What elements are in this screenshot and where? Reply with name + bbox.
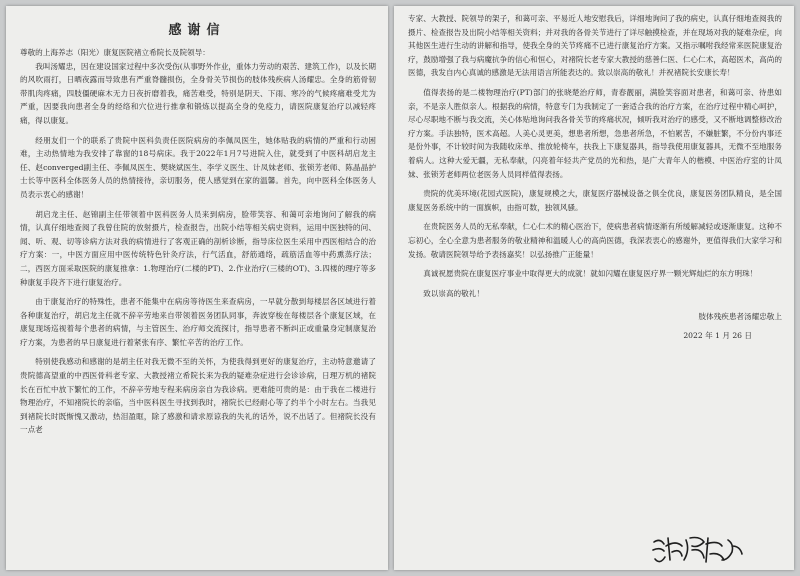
paragraph: 贵院的优美环境(花园式医院)，康复规模之大，康复医疗器械设备之俱全优良，康复医务团队精良，是全国康复医务系统中的一面旗帜，由指可数，独领风骚。	[408, 189, 782, 212]
paragraph: 专家、大教授、院领导的架子，和蔼可亲、平易近人地安慰我后，详细地询问了我的病史，认真仔细地查阅我的摄片、检查报告及出院小结等相关资料；并对我的各骨关节进行了详尽触摸检查，并在现场对我的疑难杂症，向其他医生进行生动的讲解和指导，使我全身的关节疼痛不已进行康复治疗方案。又指示嘱咐我经常来医院康复治疗，鼓励增强了我与病魔抗争的信心和恒心，对褚院长老专家大教授的慈善仁医、仁心仁术，高超医术，高尚的医德，我发自内心真诚的感激是无法用语言所能表达的。致以崇高的敬礼！并祝褚院长安康长寿！	[408, 14, 782, 78]
paragraph: 经朋友们一个的联系了贵院中医科负责任医院病房的李佩凤医生，她体贴我的病情的严重和行动困难，主动热情地为我安排了靠窗的18号病床。我于2022年1月7号进院入住，就受到了中医科胡启龙主任、赵converged副主任、李佩凤医生、樊晓斌医生、李学义医生、计凤妹老师、张锁芳老师、陈晶晶护士长等中医科全体医务人员的热情接待，亲切服务，使人感觉到在家的温馨。首先，向中医科全体医务人员表示衷心的感谢！	[20, 135, 376, 199]
paragraph: 特别使我感动和感谢的是胡主任对我无微不至的关怀，为使我得到更好的康复治疗，主动特意邀请了贵院德高望重的中西医骨科老专家、大教授褚立希院长来为我的疑难杂症进行会诊诊病，日理万机的褚院长在百忙中放下繁忙的工作，不辞辛劳地专程来病房亲自为我诊病。更难能可贵的是：由于我在二楼进行物理治疗，不知褚院长的亲临，当中医科医生寻找到我时，褚院长已经耐心等了约半个小时左右。当我见到褚院长时既惭愧又激动，热泪盈眶，除了感激和请求原谅我的失礼的话外，说不出话了。但褚院长没有一点老	[20, 357, 376, 435]
paragraph: 我叫汤耀忠，因在建设国家过程中多次受伤(从事野外作业，重体力劳动的艰苦、建筑工作)，以及长期的风吹雨打，日晒夜露而导致患有严重脊髓损伤，全身骨关节损伤的肢体残疾病人汤耀忠。全身的筋骨韧带肌肉疼痛，四肢僵硬麻木无力日夜折磨着我，痛苦难受，特别是阴天、下雨、寒冷的气候疼痛难受尤为严重，因要我向患者全身的经络和穴位进行推拿和锻炼以提高全身的免疫力，请医院康复治疗以减轻疼痛，得以康复。	[20, 61, 376, 125]
paragraph: 在贵院医务人员的无私奉献，仁心仁术的精心医治下，使病患者病情逐渐有所缓解减轻或逐渐康复。这种不忘初心，全心全意为患者服务的敬业精神和温暖人心的高尚医德，我深表衷心的感谢外，更值得我们大家学习和发扬。敬请医院领导给予表扬嘉奖！以弘扬推广正能量！	[408, 222, 782, 259]
letter-title: 感谢信	[168, 23, 226, 38]
salutation: 尊敬的上海养志（阳光）康复医院褚立希院长及院领导：	[20, 48, 210, 57]
paragraph: 胡启龙主任、赵锦副主任带领着中医科医务人员来到病房，脸带笑容、和蔼可亲地询问了解我的病情，认真仔细地查阅了我曾住院的放射摄片，检查报告，出院小结等相关病史资料，运用中医独特的问、闻、听、观、切等诊病方法对我的病情进行了客观正确的剖析诊断，指导床位医生采用中西医相结合的治疗方案：一，中医方面应用中医传统特色针灸疗法，行气活血，舒筋通络，疏筋活血等中药熏蒸疗法；二，西医方面采取医院的康复推拿：1.物理治疗(二楼的PT)、2.作业治疗(三楼的OT)、3.四楼的理疗等多种康复手段齐下进行康复治疗。	[20, 209, 376, 287]
letter-date: 2022 年 1 月 26 日	[683, 331, 752, 341]
paragraph: 值得表扬的是二楼物理治疗(PT)部门的张晓楚治疗师，青春靓丽，满脸笑容面对患者，和蔼可亲、待患如亲，不是亲人胜似亲人。根据我的病情，特意专门为我制定了一套适合我的治疗方案，在治疗过程中精心呵护，尽心尽职地不断与我交流，关心体贴地询问我各骨关节的疼痛状况，倾听我对治疗的感受，又不断地调整修改治疗方案。手法独特，医术高超。人美心灵更美，想患者所想，急患者所急，不怕累苦，不嫌脏繁，不分份内事还是份外事，不计较时间为我随收床单、推放轮椅车，扶我上下康复器具，指导我使用康复器具，无微不至地服务着病人。这种大爱无疆，无私奉献，闪亮着年轻共产党员的光和热，是广大青年人的楷模、中医治疗室的计凤妹、张锁芳老师两位老医务人员同样值得表扬。	[408, 87, 782, 179]
signer-line: 肢体残疾患者汤耀忠敬上	[698, 312, 782, 322]
handwritten-signature	[650, 532, 746, 566]
paragraph: 由于康复治疗的特殊性，患者不能集中在病房等待医生来查病房，一早就分散到每楼层各区域进行着各种康复治疗，胡启龙主任就不辞辛劳地来自带领着医务团队同事，奔波穿梭在每楼层各个康复区域，在康复现场巡视着每个患者的病情，与主管医生、治疗师交流探讨，指导患者不断纠正或重量身定制康复治疗方案，为患者的早日康复进行着紧张有序、繁忙辛苦的治疗工作。	[20, 297, 376, 347]
letter-page-left	[6, 6, 388, 570]
letter-page-right	[394, 6, 794, 570]
paragraph: 真诚祝愿贵院在康复医疗事业中取得更大的成就！就如闪耀在康复医疗界一颗光辉灿烂的东方明珠！	[423, 269, 758, 279]
paragraph: 致以崇高的敬礼！	[423, 288, 484, 298]
